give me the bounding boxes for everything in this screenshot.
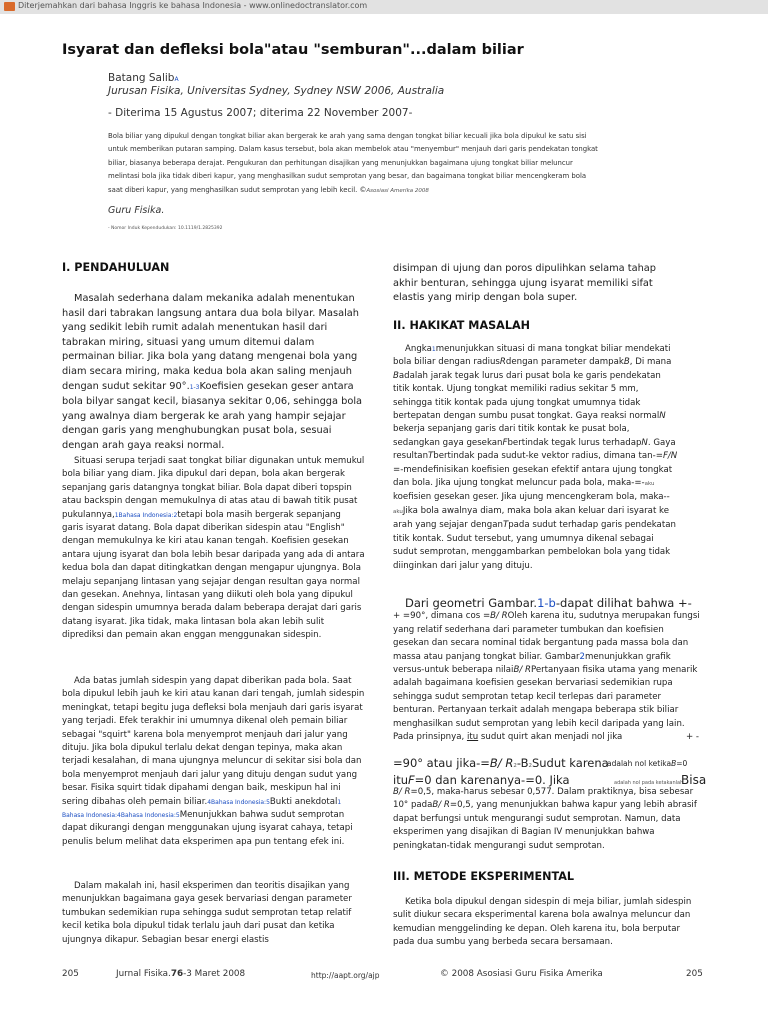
abstract-line: untuk memberikan putaran samping. Dalam kasus tersebut, bola akan membelok atau "menyembur" menjauh dari garis pendekatan tongkat [108, 145, 598, 154]
section-3 [393, 870, 713, 883]
translator-link[interactable]: Diterjemahkan dari bahasa Inggris ke bahasa Indonesia - www.onlinedoctranslator.com [18, 1, 368, 10]
nature-paragraph: Angka1menunjukkan situasi di mana tongkat biliar mendekati bola biliar dengan radiusRdengan parameter dampakB, Di mana Badalah jarak tegak lurus dari pusat bola ke garis pendekatan titik kontak. Ujung tongkat memiliki radius sekitar 5 mm, sehingga titik kontak pada ujung tongkat umumnya tidak bertepatan dengan sumbu pusat tongkat. Gaya reaksi normalN bekerja sepanjang garis dari titik kontak ke pusat bola, sedangkan gaya gesekanFbertindak tegak lurus terhadapN. Gaya resultanTbertindak pada sudut-ke vektor radius, dimana tan-=F/N =-mendefinisikan koefisien gesekan efektif antara ujung tongkat dan bola. Jika ujung tongkat meluncur pada bola, maka-=-aku koefisien gesekan geser. Jika ujung mencengkeram bola, maka-- akuJika bola awalnya diam, maka bola akan keluar dari isyarat ke arah yang sejajar denganTpada sudut terhadap garis pendekatan titik kontak. Sudut tersebut, yang umumnya dikenal sebagai sudut semprotan, menggambarkan pembelokan bola yang tidak diinginkan dari jalur yang dituju. [393, 344, 678, 571]
abstract-line: saat diberi kapur, yang menghasilkan sudut semprotan yang lebih kecil. ©Asosiasi Amerika 2008 [108, 185, 429, 194]
author: Batang SalibA [108, 72, 179, 84]
intro-paragraph-2: Situasi serupa terjadi saat tongkat biliar digunakan untuk memukul bola biliar yang diam. Jika dipukul dari depan, bola akan bergerak sepanjang garis datangnya tongkat biliar. Bola dapat diberi topspin atau backspin dengan memukulnya di atas atau di bawah titik pusat pukulannya,1Bahasa Indonesia:2tetapi bola masih bergerak sepanjang garis isyarat datang. Bola dapat diberikan sidespin atau "English" dengan memukulnya ke kiri atau kanan tengah. Koefisien gesekan antara ujung isyarat dan bola lebih besar daripada yang ada di antara kedua bola dan dapat ditingkatkan dengan mengapur ujungnya. Bola melaju sepanjang lintasan yang sejajar dengan resultan gaya normal dan gesekan. Anehnya, lintasan yang diikuti oleh bola yang dipukul dengan sidespin umumnya berada dalam beberapa derajat dari garis datang isyarat. Jika tidak, maka lintasan bola akan lebih sulit diprediksi dan pemain akan enggan menggunakan sidespin. [62, 456, 365, 641]
right-paragraph-1: disimpan di ujung dan poros dipulihkan selama tahap akhir benturan, sehingga ujung isyarat memiliki sifat elastis yang mirip dengan bola super. [393, 263, 657, 304]
affiliation: Jurusan Fisika, Universitas Sydney, Sydney NSW 2006, Australia [108, 85, 445, 97]
translator-logo-icon [4, 2, 15, 11]
translator-bar [0, 0, 768, 14]
author-sup: A [174, 76, 179, 83]
abstract [108, 130, 618, 198]
received-dates: - Diterima 15 Agustus 2007; diterima 22 November 2007- [108, 107, 413, 119]
abstract-line: Bola biliar yang dipukul dengan tongkat biliar akan bergerak ke arah yang sama dengan tongkat biliar kecuali jika bola dipukul ke satu sisi [108, 132, 587, 140]
footer-copyright: © 2008 Asosiasi Guru Fisika Amerika [440, 969, 603, 979]
page-number-right: 205 [686, 969, 703, 979]
abstract-line: biliar, biasanya beberapa derajat. Pengukuran dan perhitungan disajikan yang menunjukkan bagaimana ujung tongkat biliar meluncur [108, 158, 573, 167]
abstract-line: melintasi bola jika tidak diberi kapur, yang menghasilkan sudut semprotan yang besar, dan bagaimana tongkat biliar mencengkeram bola [108, 172, 587, 181]
copyright-tag: Asosiasi Amerika 2008 [366, 187, 429, 194]
paper-title: Isyarat dan defleksi bola"atau "semburan"...dalam biliar [62, 42, 524, 58]
equation-block: =90° atau jika-=B/ R2-B2Sudut karena adalah nol ketikaB=0 ituF=0 dan karenanya-=0. Jika adalah nol pada ketakanlah Bisa [393, 756, 707, 787]
result-paragraph: B/ R=0,5, maka-harus sebesar 0,577. Dalam praktiknya, bisa sebesar 10° padaB/ R=0,5, yang menunjukkan bahwa kapur yang lebih abrasif dapat berfungsi untuk mengurangi sudut semprotan. Namun, data eksperimen yang disajikan di Bagian IV menunjukkan bahwa peningkatan-tidak mengurangi sudut semprotan. [393, 787, 697, 851]
journal-citation: Jurnal Fisika.76-3 Maret 2008 [116, 969, 246, 979]
section-heading-3: III. METODE EKSPERIMENTAL [393, 870, 575, 883]
geometry-paragraph: Dari geometri Gambar.1-b-dapat dilihat bahwa +- + =90°, dimana cos =B/ ROleh karena itu, sudutnya merupakan fungsi yang relatif sederhana dari parameter tumbukan dan koefisien gesekan dan secara nominal tidak bergantung pada massa bola dan massa atau panjang tongkat biliar. Gambar2menunjukkan grafik versus-untuk beberapa nilaiB/ RPertanyaan fisika utama yang menarik adalah bagaimana koefisien gesekan bervariasi sedemikian rupa sehingga sudut semprotan tetap kecil terlepas dari parameter benturan. Pertanyaan terkait adalah mengapa beberapa stik biliar menghasilkan sudut semprotan yang lebih kecil daripada yang lain. Pada prinsipnya, itu sudut quirt akan menjadi nol jika + - [393, 596, 700, 743]
left-column [62, 261, 376, 274]
section-heading-1: I. PENDAHULUAN [62, 261, 170, 274]
intro-paragraph-3: Ada batas jumlah sidespin yang dapat diberikan pada bola. Saat bola dipukul lebih jauh ke kiri atau kanan dari tengah, jumlah sidespin meningkat, tetapi begitu juga defleksi bola menjauh dari garis isyarat yang terjadi. Efek terakhir ini umumnya dikenal oleh pemain biliar sebagai "squirt" karena bola menyemprot menjauh dari jalur yang dituju. Jika bola dipukul terlalu dekat dengan tepinya, maka akan terjadi kesalahan, di mana ujungnya meluncur di sekitar sisi bola dan bola menyemprot menjauh dari jalur yang dituju dengan sudut yang besar. Fisika squirt tidak dipahami dengan baik, meskipun hal ini sering dibahas oleh pemain biliar.4Bahasa Indonesia:5Bukti anekdotal1 Bahasa Indonesia:4Bahasa Indonesia:5Menunjukkan bahwa sudut semprotan dapat dikurangi dengan menggunakan ujung isyarat cahaya, tetapi penulis belum melihat data eksperimen apa pun tentang efek ini. [62, 676, 365, 847]
affiliation-2: Guru Fisika. [108, 205, 165, 216]
methods-paragraph: Ketika bola dipukul dengan sidespin di meja biliar, jumlah sidespin sulit diukur secara eksperimental karena bola awalnya meluncur dan kemudian menggelinding ke depan. Oleh karena itu, bola berputar pada dua sumbu yang berbeda secara bersamaan. [393, 897, 692, 948]
intro-paragraph-1: Masalah sederhana dalam mekanika adalah menentukan hasil dari tabrakan langsung antara dua bola bilyar. Masalah yang sedikit lebih rumit adalah menentukan hasil dari tabrakan miring, situasi yang umum ditemui dalam permainan biliar. Jika bola yang datang mengenai bola yang diam secara miring, maka kedua bola akan saling menjauh dengan sudut sekitar 90°.1-3Koefisien gesekan geser antara bola bilyar sangat kecil, biasanya sekitar 0,06, sehingga bola yang awalnya diam bergerak ke arah yang hampir sejajar dengan garis yang menghubungkan pusat bola, sesuai dengan arah gaya reaksi normal. [62, 293, 363, 451]
section-heading-2: II. HAKIKAT MASALAH [393, 319, 530, 332]
intro-paragraph-4: Dalam makalah ini, hasil eksperimen dan teoritis disajikan yang menunjukkan bagaimana gaya gesek bervariasi dengan parameter tumbukan sedemikian rupa sehingga sudut semprotan tetap relatif kecil ketika bola dipukul tidak terlalu jauh dari pusat dan ketika ujungnya dikapur. Sebagian besar energi elastis [62, 881, 352, 945]
page-number-left: 205 [62, 969, 79, 979]
section-2 [393, 319, 713, 332]
journal-url[interactable]: http://aapt.org/ajp [311, 971, 380, 980]
doi-line: - Nomor Induk Kependudukan: 10.1119/1.2825392 [108, 226, 223, 231]
